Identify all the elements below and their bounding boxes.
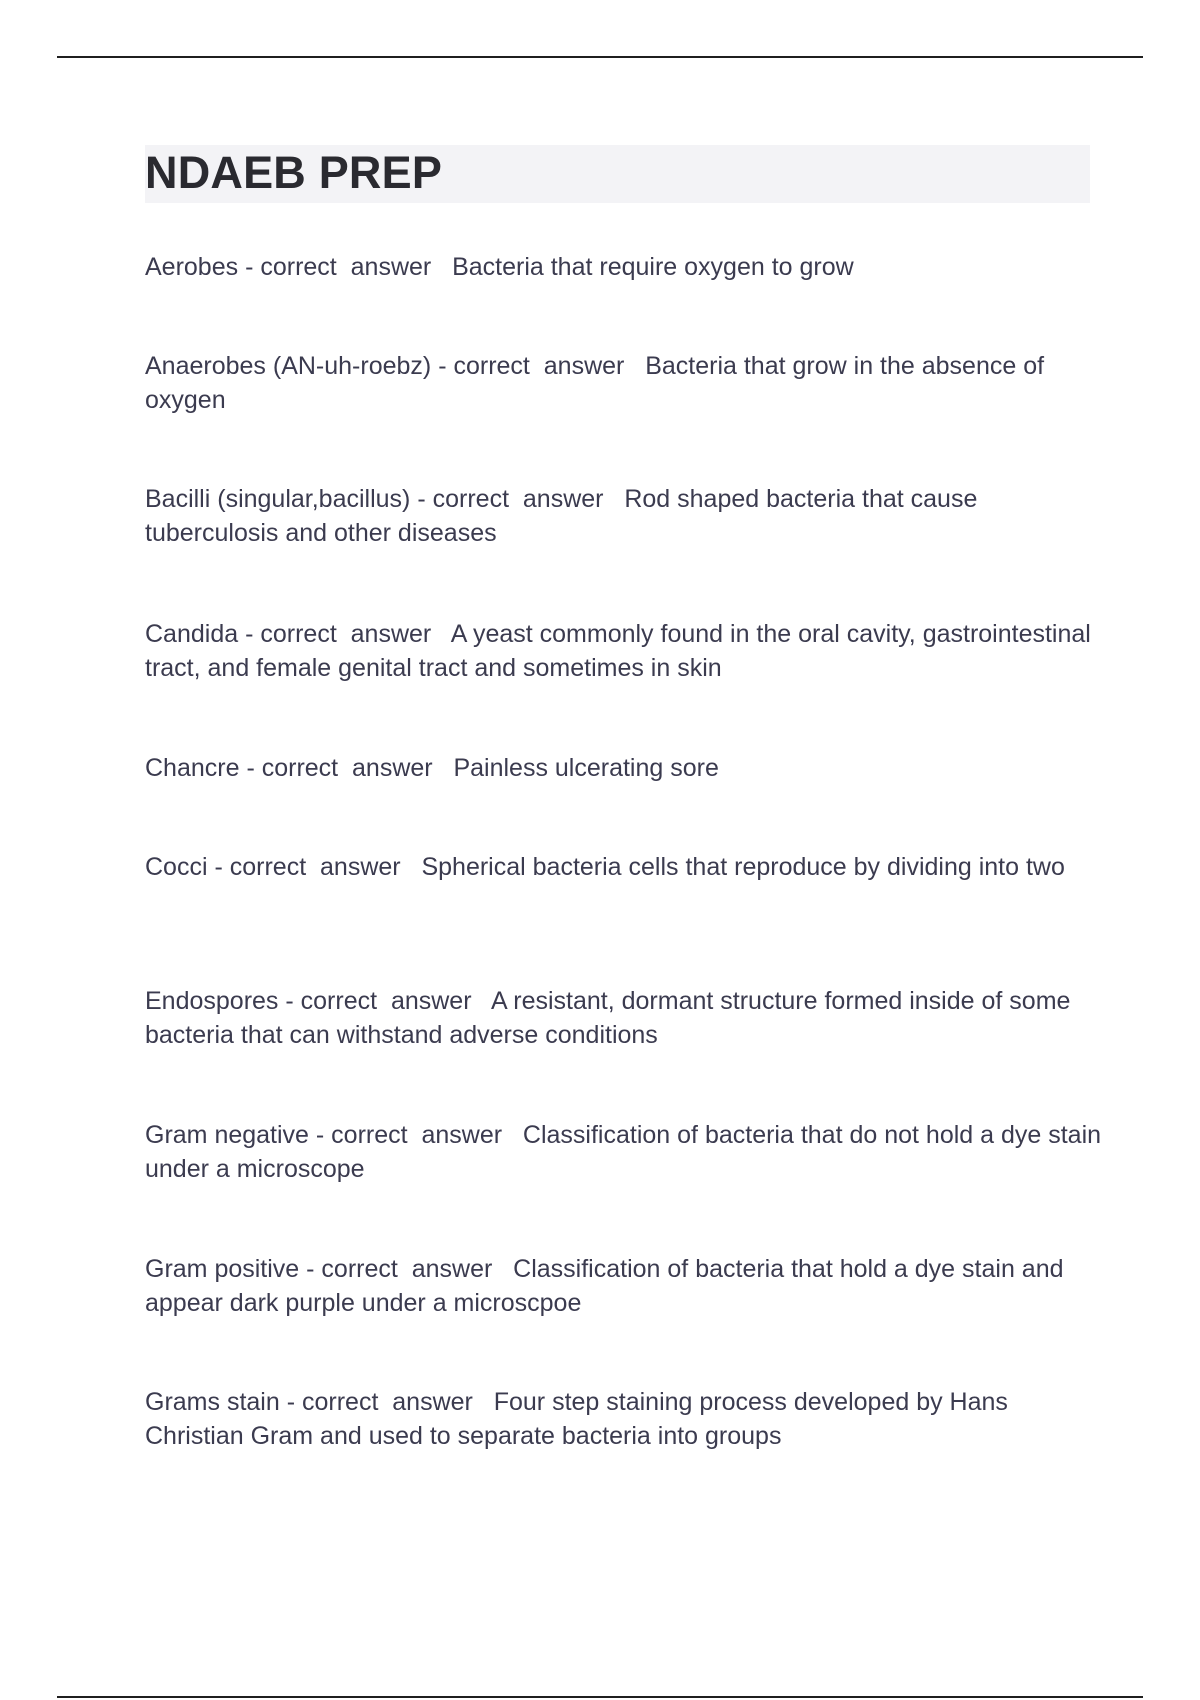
entry-separator: - correct answer <box>207 853 422 881</box>
entry-term: Aerobes <box>145 253 239 281</box>
entry-separator: - correct answer <box>299 1255 514 1283</box>
entry-separator: - correct answer <box>239 754 454 782</box>
entry-definition: Classification of bacteria that hold a dye stain and appear dark purple under a microscpoe <box>145 1255 1064 1317</box>
entry-separator: - correct answer <box>279 1388 494 1416</box>
entry-separator: - correct answer <box>410 485 625 513</box>
flashcard-entry <box>145 984 1105 1052</box>
entry-term: Cocci <box>145 853 208 881</box>
entry-separator: - correct answer <box>238 620 451 648</box>
entry-definition: Bacteria that grow in the absence of oxygen <box>145 352 1045 414</box>
entry-definition: Painless ulcerating sore <box>453 754 719 782</box>
page-title: NDAEB PREP <box>145 147 443 198</box>
flashcard-entry <box>145 1118 1105 1186</box>
flashcard-entry <box>145 751 1105 785</box>
entry-separator: - correct answer <box>308 1121 523 1149</box>
entry-term: Gram negative <box>145 1121 309 1149</box>
flashcard-entry <box>145 850 1105 884</box>
entry-term: Anaerobes (AN-uh-roebz) <box>145 352 432 380</box>
bottom-rule <box>57 1696 1143 1698</box>
entry-separator: - correct answer <box>238 253 453 281</box>
flashcard-entry <box>145 482 1105 550</box>
entry-separator: - correct answer <box>431 352 646 380</box>
entry-term: Grams stain <box>145 1388 280 1416</box>
entry-term: Bacilli (singular,bacillus) <box>145 485 411 513</box>
entry-definition: Spherical bacteria cells that reproduce by dividing into two <box>421 853 1065 881</box>
flashcard-entry <box>145 1252 1105 1320</box>
entry-definition: Rod shaped bacteria that cause tuberculosis and other diseases <box>145 485 978 547</box>
entry-definition: A yeast commonly found in the oral cavity, gastrointestinal tract, and female genital tract and sometimes in skin <box>145 620 1091 682</box>
flashcard-entry <box>145 617 1105 685</box>
entry-term: Chancre <box>145 754 240 782</box>
entry-definition: Classification of bacteria that do not hold a dye stain under a microscope <box>145 1121 1102 1183</box>
entry-term: Candida <box>145 620 239 648</box>
entry-definition: Bacteria that require oxygen to grow <box>452 253 854 281</box>
flashcard-entry <box>145 250 1105 284</box>
entry-definition: A resistant, dormant structure formed inside of some bacteria that can withstand adverse conditions <box>145 987 1071 1049</box>
top-rule <box>57 56 1143 58</box>
entry-definition: Four step staining process developed by Hans Christian Gram and used to separate bacteria into groups <box>145 1388 1008 1450</box>
entry-term: Gram positive <box>145 1255 300 1283</box>
flashcard-entry <box>145 1385 1105 1453</box>
flashcard-entry <box>145 349 1105 417</box>
entry-separator: - correct answer <box>278 987 491 1015</box>
entry-term: Endospores <box>145 987 279 1015</box>
